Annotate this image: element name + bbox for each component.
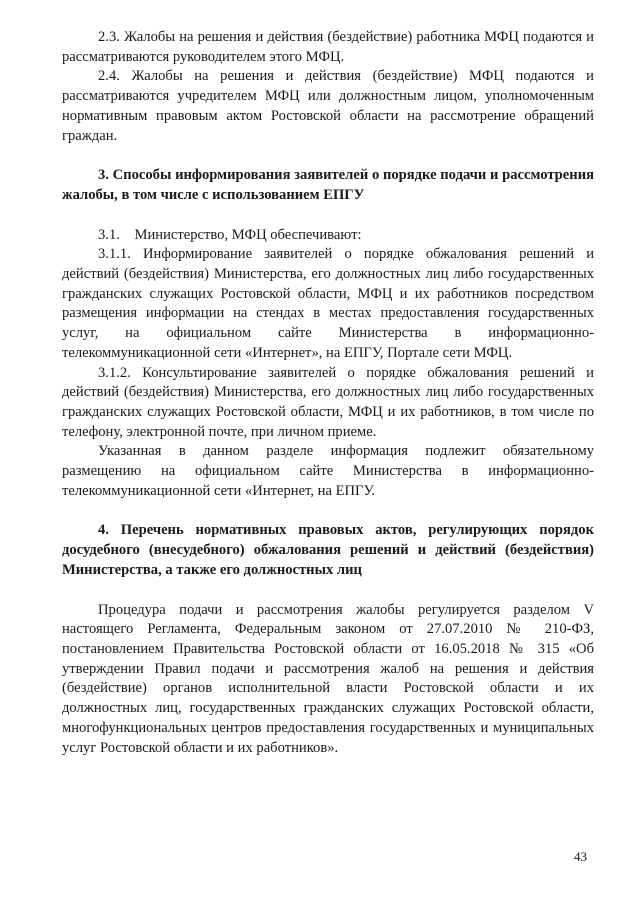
paragraph-3-1: 3.1. Министерство, МФЦ обеспечивают: (98, 226, 362, 243)
paragraph-info-placement: Указанная в данном разделе информация подлежит обязательному размещению на официальном сайте Министерства в информационно-телекоммуникационной сети «Интернет, на ЕПГУ. (62, 443, 594, 499)
section-4-heading: 4. Перечень нормативных правовых актов, регулирующих порядок досудебного (внесудебного) обжалования решений и действий (бездействия) Министерства, а также его должностных лиц (62, 522, 594, 578)
section-3-heading: 3. Способы информирования заявителей о порядке подачи и рассмотрения жалобы, в том числе с использованием ЕПГУ (62, 167, 594, 203)
paragraph-3-1-2: 3.1.2. Консультирование заявителей о порядке обжалования решений и действий (бездействия) Министерства, его должностных лиц либо государственных гражданских служащих Ростовской области, МФЦ и их работников, в том числе по телефону, электронной почте, при личном приеме. (62, 364, 594, 440)
paragraph-2-3: 2.3. Жалобы на решения и действия (бездействие) работника МФЦ подаются и рассматриваются руководителем этого МФЦ. (62, 29, 594, 65)
page-content (62, 28, 594, 758)
paragraph-2-4: 2.4. Жалобы на решения и действия (бездействие) МФЦ подаются и рассматриваются учредителем МФЦ или должностным лицом, уполномоченным нормативным правовым актом Ростовской области на рассмотрение обращений граждан. (62, 68, 594, 144)
paragraph-procedure: Процедура подачи и рассмотрения жалобы регулируется разделом V настоящего Регламента, Федеральным законом от 27.07.2010 № 210-ФЗ, постановлением Правительства Ростовской области от 16.05.2018 № 315 «Об утверждении Правил подачи и рассмотрения жалоб на решения и действия (бездействие) органов исполнительной власти Ростовской области и их должностных лиц, государственных гражданских служащих Ростовской области, многофункциональных центров предоставления государственных и муниципальных услуг Ростовской области и их работников». (62, 601, 594, 756)
paragraph-3-1-1: 3.1.1. Информирование заявителей о порядке обжалования решений и действий (бездействия) Министерства, его должностных лиц либо государственных гражданских служащих Ростовской области, МФЦ и их работников посредством размещения информации на стендах в местах предоставления государственных услуг, на официальном сайте Министерства в информационно-телекоммуникационной сети «Интернет», на ЕПГУ, Портале сети МФЦ. (62, 246, 594, 361)
page-number: 43 (574, 849, 587, 864)
